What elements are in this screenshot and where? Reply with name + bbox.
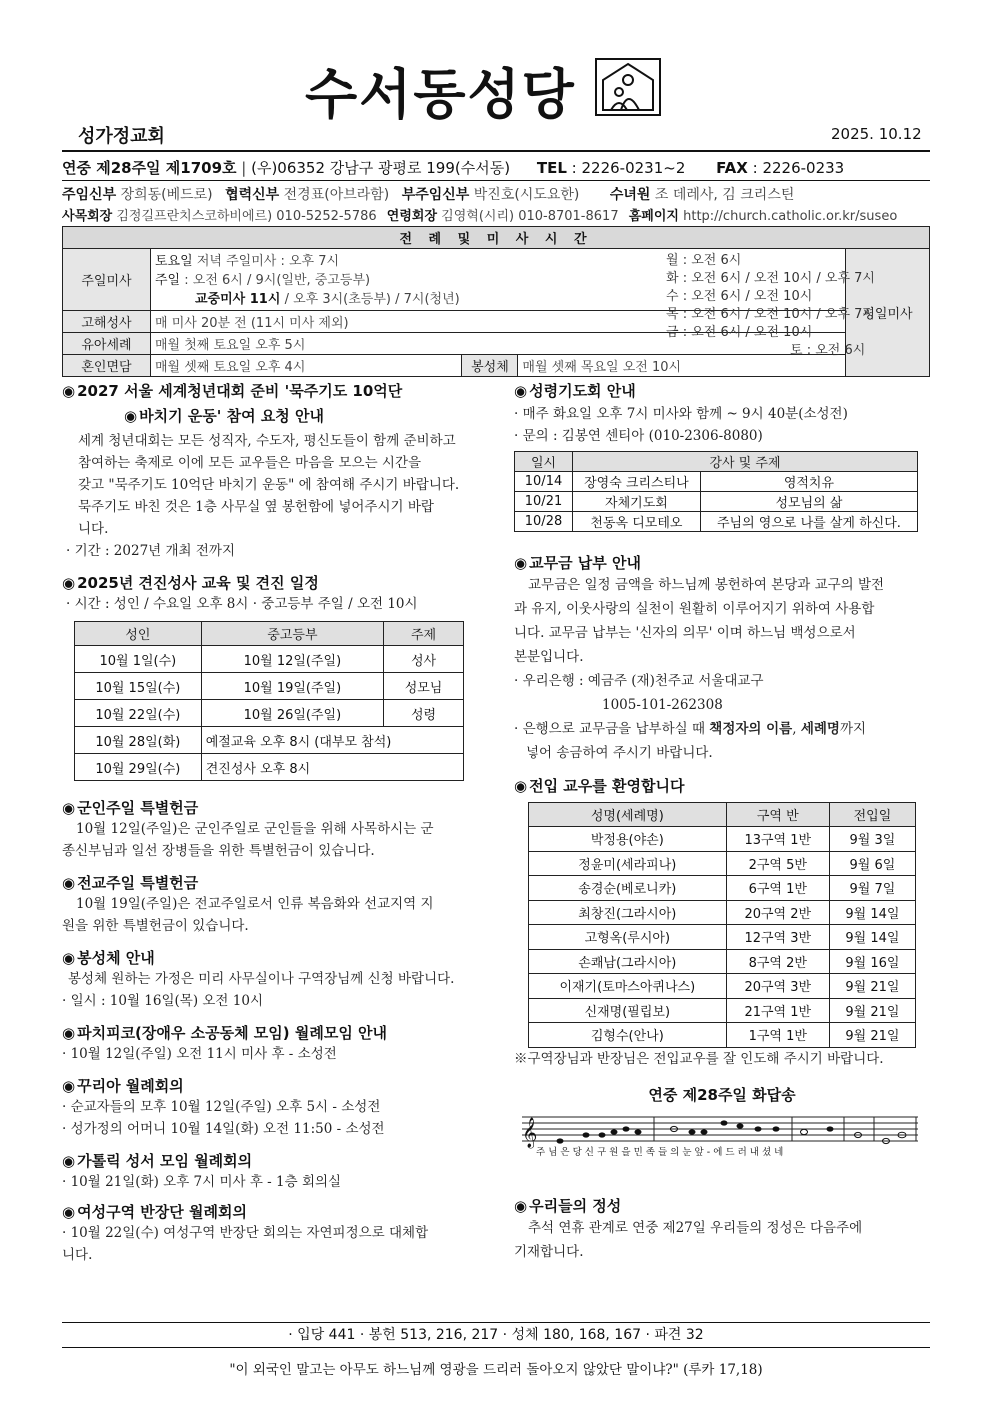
vice-name: 박진호(시도요한) (473, 187, 580, 203)
issue-date: 2025. 10.12 (831, 125, 922, 143)
psalm-music-staff (514, 1111, 924, 1157)
curia-section-title: ◉ 꾸리아 월례회의 (62, 1075, 482, 1096)
sunday-mass: 주일 : 오전 6시 / 9시(일반, 중고등부) 교중미사 11시 / 오후 3시(초등부) / 7시(청년) (151, 270, 846, 311)
table-row: 이재기(토마스아퀴나스) 20구역 3반 9월 21일 (529, 974, 916, 999)
bible-body: · 10월 21일(화) 오후 7시 미사 후 - 1층 회의실 (62, 1174, 342, 1190)
table-row: 정윤미(세라피나) 2구역 5반 9월 6일 (529, 851, 916, 876)
weekday-list: 월 : 오전 6시 화 : 오전 6시 / 오전 10시 / 오후 7시 수 : 오전 6시 / 오전 10시 목 : 오전 6시 / 오전 10시 / 오후 7시 금 : 오전 6시 / 오전 10시 토 : 오전 6시 (666, 253, 875, 358)
confirmation-time: · 시간 : 성인 / 수요일 오후 8시 · 중고등부 주일 / 오전 10시 (66, 596, 418, 612)
homepage-url[interactable]: http://church.catholic.or.kr/suseo (683, 209, 898, 224)
saturday-mass: 토요일 저녁 주일미사 : 오후 7시 (151, 249, 846, 271)
staff-line (62, 184, 794, 204)
table-row: 송경순(베로니카) 6구역 1반 9월 7일 (529, 876, 916, 901)
marriage-time: 매월 셋째 토요일 오후 4시 (151, 355, 462, 377)
fax-number: 2226-0233 (762, 159, 845, 177)
table-row: 신재명(필립보) 21구역 1반 9월 21일 (529, 998, 916, 1023)
holy-family-logo-icon (595, 58, 661, 116)
newcomers-note: ※구역장님과 반장님은 전입교우를 잘 인도해 주시기 바랍니다. (514, 1050, 884, 1067)
table-row: 최창진(그라시아) 20구역 2반 9월 14일 (529, 900, 916, 925)
gospel-quote: "이 외국인 말고는 아무도 하느님께 영광을 드리러 돌아오지 않았단 말이냐?" (루카 17,18) (229, 1362, 763, 1378)
assoc-name: 전경표(아브라함) (283, 187, 390, 203)
right-column (514, 380, 930, 1264)
youth-contact: 김영혁(시리) 010-8701-8617 (441, 209, 619, 224)
youth-label: 연령회장 (386, 209, 438, 224)
wyd-section-title-2: ◉ 바치기 운동' 참여 요청 안내 (62, 405, 482, 426)
offering-section-title: ◉ 우리들의 정성 (514, 1195, 930, 1216)
council-contact: 김정길프란치스코하비에르) 010-5252-5786 (116, 209, 377, 224)
table-row: 손쾌남(그라시아) 8구역 2반 9월 16일 (529, 949, 916, 974)
military-section-title: ◉ 군인주일 특별헌금 (62, 797, 482, 818)
mission-section-title: ◉ 전교주일 특별헌금 (62, 872, 482, 893)
prayer-section-title: ◉ 성령기도회 안내 (514, 380, 930, 401)
prayer-table: 일시 강사 및 주제 10/14 장영숙 크리스티나 영적치유 10/21 자체기도회 성모님의 삶 10/28 천동옥 디모테오 주님의 영으로 나를 살게 하신다. (514, 451, 918, 532)
parish-subtitle: 성가정교회 (78, 126, 165, 147)
communion-section-title: ◉ 봉성체 안내 (62, 947, 482, 968)
table-row: 10월 15일(수) 10월 19일(주일) 성모님 (75, 673, 464, 700)
pacifico-section-title: ◉ 파치피코(장애우 소공동체 모임) 월례모임 안내 (62, 1022, 482, 1043)
tel-label: TEL (536, 159, 567, 177)
psalm-title: 연중 제28주일 화답송 (648, 1085, 796, 1104)
offering-body: 추석 연휴 관계로 연중 제27일 우리들의 정성은 다음주에 기재합니다. (514, 1219, 863, 1260)
bless-time: 매월 셋째 목요일 오전 10시 (518, 355, 846, 377)
nun-label: 수녀원 (609, 187, 651, 203)
info-line-1: 연중 제28주일 제1709호 | (우)06352 강남구 광평로 199(수서동) TEL : 2226-0231~2 FAX : 2226-0233 (62, 159, 845, 177)
wyd-section-title: ◉ 2027 서울 세계청년대회 준비 '묵주기도 10억단 (62, 380, 482, 401)
table-row: 10월 1일(수) 10월 12일(주일) 성사 (75, 646, 464, 673)
mass-heading: 전 례 및 미 사 시 간 (63, 227, 930, 249)
communion-body: 봉성체 원하는 가정은 미리 사무실이나 구역장님께 신청 바랍니다. · 일시 : 10월 16일(목) 오전 10시 (62, 971, 455, 1009)
prayer-body: · 매주 화요일 오후 7시 미사와 함께 ~ 9시 40분(소성전) · 문의 : 김봉연 센티아 (010-2306-8080) (514, 406, 848, 444)
wyd-body: 세계 청년대회는 모든 성직자, 수도자, 평신도들이 함께 준비하고 참여하는 축제로 이에 모든 교우들은 마음을 모으는 시간을 갖고 "묵주기도 10억단 바치기 운동" 에 참여해 주시기 바랍니다. 묵주기도 바친 것은 1층 사무실 옆 봉헌함에 넣어주시기 바랍 니다. · 기간 : 2027년 개최 전까지 (66, 433, 460, 559)
tel-number: 2226-0231~2 (581, 159, 686, 177)
newcomers-section-title: ◉ 전입 교우를 환영합니다 (514, 775, 930, 796)
military-body: 10월 12일(주일)은 군인주일로 군인들을 위해 사목하시는 군 종신부님과 일선 장병들을 위한 특별헌금이 있습니다. (62, 821, 434, 859)
table-row: 10월 28일(화) 예절교육 오후 8시 (대부모 참석) (75, 727, 464, 754)
marriage-label: 혼인면담 (63, 355, 151, 377)
pastor-label: 주임신부 (62, 187, 117, 203)
curia-body: · 순교자들의 모후 10월 12일(주일) 오후 5시 - 소성전 · 성가정의 어머니 10월 14일(화) 오전 11:50 - 소성전 (62, 1099, 385, 1137)
table-row: 10월 29일(수) 견진성사 오후 8시 (75, 754, 464, 781)
table-row: 김형수(안나) 1구역 1반 9월 21일 (529, 1023, 916, 1048)
address: (우)06352 강남구 광평로 199(수서동) (251, 159, 511, 177)
psalm-lyrics: 주 님 은 당 신 구 원 을 민 족 들 의 눈 앞 - 에 드 러 내 셨 네 (536, 1146, 784, 1157)
bless-label: 봉성체 (462, 355, 518, 377)
vice-label: 부주임신부 (401, 187, 470, 203)
confirmation-table: 성인 중고등부 주제 10월 1일(수) 10월 12일(주일) 성사 10월 15일(수) 10월 19일(주일) 성모님 10월 22일(수) 10월 26일(주일) 성령 10월 28일(화) 예절교육 오후 8시 (대부모 참석) 10월 29일(수) 견진성사 오후 8시 (74, 621, 464, 781)
assoc-label: 협력신부 (225, 187, 280, 203)
sunday-label: 주일미사 (63, 249, 151, 311)
hymn-numbers: · 입당 441 · 봉헌 513, 216, 217 · 성체 180, 168, 167 · 파견 32 (62, 1322, 930, 1348)
homepage-label: 홈페이지 (628, 209, 679, 224)
mission-body: 10월 19일(주일)은 전교주일로서 인류 복음화와 선교지역 지 원을 위한 특별헌금이 있습니다. (62, 896, 434, 934)
table-row: 10/21 자체기도회 성모님의 삶 (515, 492, 918, 512)
pacifico-body: · 10월 12일(주일) 오전 11시 미사 후 - 소성전 (62, 1046, 337, 1062)
table-row: 박정용(야손) 13구역 1반 9월 3일 (529, 827, 916, 852)
pastor-name: 장희동(베드로) (120, 187, 213, 203)
baptism-time: 매월 첫째 토요일 오후 5시 (151, 333, 846, 355)
newcomers-table: 성명(세례명) 구역 반 전입일 박정용(야손) 13구역 1반 9월 3일 정윤미(세라피나) 2구역 5반 9월 6일 송경순(베로니카) 6구역 1반 9월 7일 최창진(그라시아) 20구역 2반 9월 14일 고형옥(루시아) 12구역 3반 9월 14일 손쾌남(그라시아) 8구역 2반 9월 16일 이재기(토마스아퀴나스) 20구역 3반 9월 21일 신재명(필립보) 21구역 1반 9월 21일 김형수(안나) 1구역 1반 9월 21일 (528, 802, 916, 1048)
left-column (62, 380, 482, 1266)
divider (62, 150, 930, 152)
table-row: 10/28 천동옥 디모테오 주님의 영으로 나를 살게 하신다. (515, 512, 918, 532)
table-row: 10/14 장영숙 크리스티나 영적치유 (515, 472, 918, 492)
confession-label: 고해성사 (63, 311, 151, 333)
bible-section-title: ◉ 가톨릭 성서 모임 월례회의 (62, 1150, 482, 1171)
dues-section-title: ◉ 교무금 납부 안내 (514, 552, 930, 573)
issue-number: 연중 제28주일 제1709호 (62, 159, 237, 177)
weekday-label: 평일미사 (846, 249, 930, 377)
council-label: 사목회장 (62, 209, 113, 224)
fax-label: FAX (716, 159, 748, 177)
baptism-label: 유아세례 (63, 333, 151, 355)
nun-names: 조 데레사, 김 크리스틴 (654, 187, 795, 203)
council-line (62, 205, 897, 224)
confirmation-section-title: ◉ 2025년 견진성사 교육 및 견진 일정 (62, 572, 482, 593)
women-section-title: ◉ 여성구역 반장단 월례회의 (62, 1201, 482, 1222)
page-title: 수서동성당 (305, 63, 576, 126)
svg-text:𝄞: 𝄞 (522, 1117, 538, 1148)
table-row: 10월 22일(수) 10월 26일(주일) 성령 (75, 700, 464, 727)
table-row: 고형옥(루시아) 12구역 3반 9월 14일 (529, 925, 916, 950)
dues-body: 교무금은 일정 금액을 하느님께 봉헌하여 본당과 교구의 발전 과 유지, 이웃사랑의 실천이 원활히 이루어지기 위하여 사용합 니다. 교무금 납부는 '신자의 의무' 이며 하느님 백성으로서 본분입니다. · 우리은행 : 예금주 (재)천주교 서울대교구 1005-101-262308 · 은행으로 교무금을 납부하실 때 책정자의 이름, 세례명까지 넣어 송금하여 주시기 바랍니다. (514, 577, 885, 761)
divider (62, 180, 930, 181)
women-body: · 10월 22일(수) 여성구역 반장단 회의는 자연피정으로 대체합 니다. (62, 1225, 429, 1263)
confession-time: 매 미사 20분 전 (11시 미사 제외) (151, 311, 846, 333)
